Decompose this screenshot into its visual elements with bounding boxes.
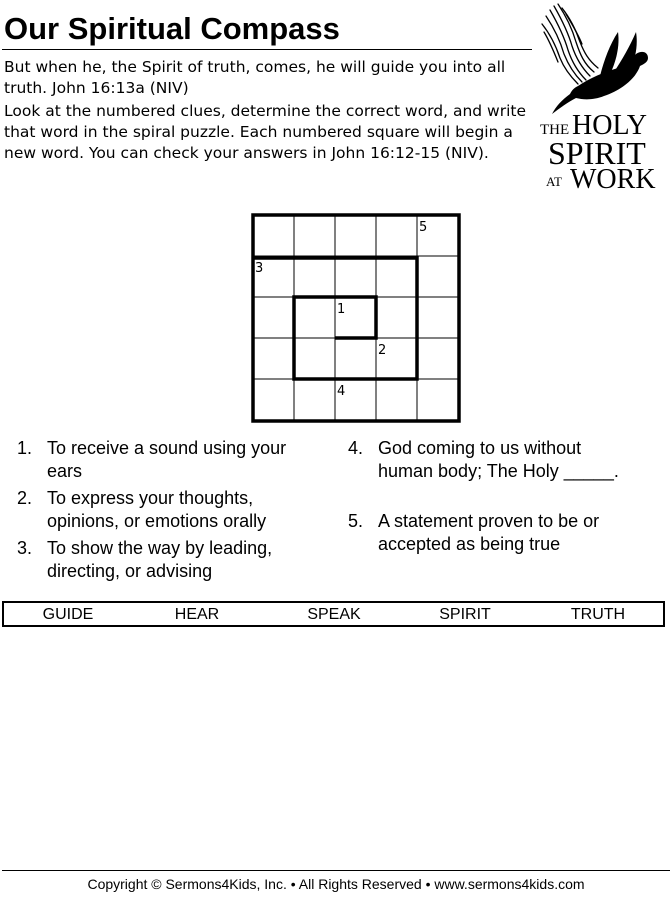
logo-text-holy: HOLY <box>572 110 647 141</box>
dove-icon <box>542 4 598 84</box>
page-title: Our Spiritual Compass <box>4 11 340 46</box>
holy-spirit-logo <box>538 2 670 198</box>
copyright-footer: Copyright © Sermons4Kids, Inc. • All Rights Reserved • www.sermons4kids.com <box>87 876 585 892</box>
clue-number: 2. <box>17 488 33 508</box>
clue-text-line1: To receive a sound using your <box>47 438 287 458</box>
clue-number: 3. <box>17 538 33 558</box>
clue-text-line2: directing, or advising <box>47 561 213 581</box>
word-bank-item: TRUTH <box>570 606 626 623</box>
cell-number-4: 4 <box>337 384 346 399</box>
clue-text-line1: A statement proven to be or <box>378 511 600 531</box>
clue-text-line1: To show the way by leading, <box>47 538 273 558</box>
clue-1 <box>17 437 337 483</box>
word-bank-item: SPEAK <box>307 606 361 623</box>
clue-5 <box>348 510 668 556</box>
logo-text-spirit: SPIRIT <box>548 135 646 171</box>
clue-number: 5. <box>348 511 364 531</box>
cell-number-5: 5 <box>419 220 428 235</box>
clue-text-line2: opinions, or emotions orally <box>47 511 267 531</box>
word-bank-item: SPIRIT <box>439 606 491 623</box>
clue-text-line2: accepted as being true <box>378 534 561 554</box>
clue-text-line2: ears <box>47 461 83 481</box>
clue-2 <box>17 487 337 533</box>
puzzle-instructions: Look at the numbered clues, determine the correct word, and write that word in the spiral puzzle. Each numbered square will begin a new word. You can check your answers in John 16:12-15 (NIV). <box>4 102 527 162</box>
clue-text-line1: To express your thoughts, <box>47 488 254 508</box>
word-bank <box>2 601 665 627</box>
cell-number-2: 2 <box>378 343 387 358</box>
logo-text-the: THE <box>540 122 570 138</box>
clue-number: 4. <box>348 438 364 458</box>
cell-number-3: 3 <box>255 261 264 276</box>
logo-text-work: WORK <box>570 164 656 195</box>
word-bank-item: GUIDE <box>42 606 94 623</box>
bible-verse: But when he, the Spirit of truth, comes, he will guide you into all truth. John 16:13a (NIV) <box>4 58 506 97</box>
footer-divider <box>2 870 670 871</box>
clue-4 <box>348 437 668 483</box>
clue-text-line2: human body; The Holy _____. <box>378 461 619 481</box>
word-bank-item: HEAR <box>174 606 220 623</box>
logo-text-at: AT <box>546 174 562 189</box>
title-underline <box>2 49 532 50</box>
clue-number: 1. <box>17 438 33 458</box>
clue-3 <box>17 537 337 583</box>
spiral-puzzle <box>251 213 461 423</box>
clue-text-line1: God coming to us without <box>378 438 582 458</box>
cell-number-1: 1 <box>337 302 346 317</box>
